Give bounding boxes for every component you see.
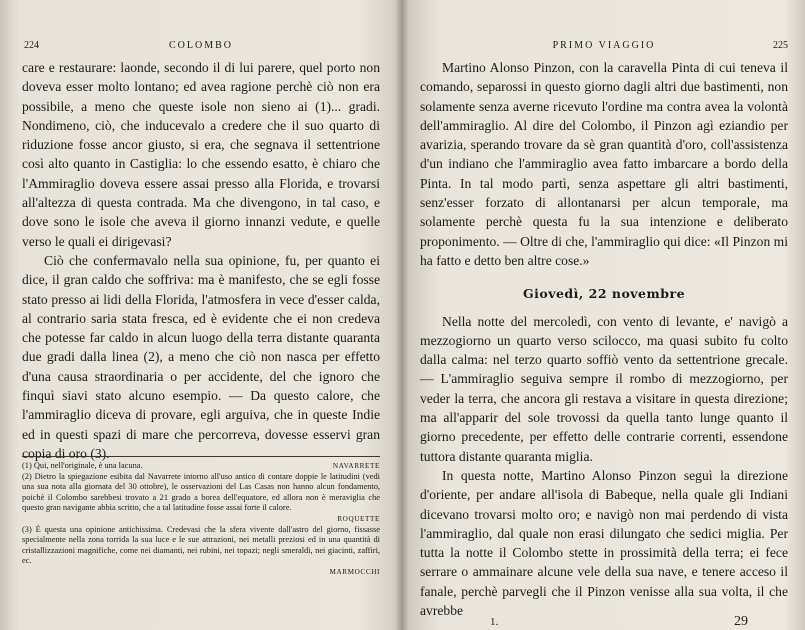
- right-paragraph-2: In questa notte, Martino Alonso Pinzon seguì la direzione d'oriente, per andare all'isola di Babeque, nella quale gli Indiani dicevano trovarsi molto oro; e navigò non mai perdendo di vista l'ammiraglio, dal quale non erasi dilungato che sedici miglia. Per tutta la notte il Colombo stette in prossimità della terra; ei fece serrare o ammainare alcune vele della sua nave, e tenere acceso il fanale, perchè parvegli che il Pinzon venisse alla sua volta, il che avrebbe: [420, 467, 788, 619]
- left-paragraph-2: Ciò che confermavalo nella sua opinione, fu, per quanto ei dice, il gran caldo che soffriva: ma è manifesto, che se egli fosse stato presso ai lidi della Florida, l'atmosfera in vece d'esser calda, al contrario saria stata fresca, ed è evidente che ei non credeva che potesse far caldo in alcun luogo della terra distante quaranta due gradi dalla linea (2), a meno che ciò non nasca per effetto d'una causa straordinaria o per accidente, del che ignoro che finquì siavi stato alcuno esempio. — Da questo calore, che l'ammiraglio diceva di provare, egli arguiva, che in queste Indie ed in questi spazi di mare che percorreva, dovesse esservi gran copia di oro (3).: [22, 252, 380, 461]
- left-page-number: 224: [24, 40, 39, 51]
- left-page: [22, 0, 380, 630]
- footnote-3-signature: MARMOCCHI: [329, 567, 380, 576]
- footnote-2: (2) Dietro la spiegazione esibita dal Navarrete intorno all'uso antico di contare doppie le latitudini (vedi una sua nota alla giornata del 30 ottobre), le osservazioni del Las Casas non hanno alcun fondamento, poichè il Colombo sarebbesi trovato a 21 grado a borea dell'equatore, ed allora non è meraviglia che questo gran navigante abbia scritto, che a tal latitudine fosse assai forte il calore.: [22, 471, 380, 513]
- section-heading: Giovedì, 22 novembre: [522, 286, 686, 302]
- left-running-head: [22, 40, 380, 54]
- left-footnotes: [22, 456, 380, 578]
- right-page: [420, 0, 788, 630]
- footnote-1-signature: NAVARRETE: [332, 462, 380, 470]
- gathering-number: 29: [734, 614, 748, 629]
- right-page-number: 225: [773, 40, 788, 51]
- right-body-text: [420, 58, 788, 620]
- footnote-2-signature: ROQUETTE: [337, 514, 380, 523]
- left-running-title: COLOMBO: [168, 40, 233, 51]
- signature-mark: 1.: [490, 616, 499, 628]
- right-running-head: [420, 40, 788, 54]
- right-page-bottom: [420, 616, 788, 630]
- right-paragraph-1: Nella notte del mercoledì, con vento di levante, e' navigò a mezzogiorno un quarto verso scilocco, ma quasi subito fu colto dalla calma: nel terzo quarto soffiò vento da settentrione grecale. — L'ammiraglio seguiva sempre il rombo di mezzogiorno, per veder la terra, che ancora gli restava a visitare in questa direzione; ma all'apparir del sole trovossi da quella tanto lunge quanto il giorno precedente, per effetto delle contrarie correnti, essendone tuttora distante quaranta miglia.: [420, 313, 788, 464]
- right-paragraph-top: Martino Alonso Pinzon, con la caravella Pinta di cui teneva il comando, separossi in questo giorno dagli altri due bastimenti, non solamente senza averne ricevuto l'ordine ma contra avea la volontà dell'ammiraglio. Al dire del Colombo, il Pinzon agì eziandio per avarizia, sperando trovare da sè gran quantità d'oro, coll'assistenza d'un indiano che l'ammiraglio avea fatto imbarcare a bordo della Pinta. In tal modo partì, senza aspettare gli altri bastimenti, senz'esser forzato di allontanarsi per alcun temporale, ma solamente perchè questa fu la sua intenzione e deliberato proponimento. — Oltre di che, l'ammiraglio qui dice: «Il Pinzon mi ha fatto e detto ben altre cose.»: [420, 60, 788, 268]
- right-running-title: PRIMO VIAGGIO: [552, 40, 656, 51]
- footnote-1: (1) Qui, nell'originale, è una lacuna. NAVARRETE: [22, 461, 380, 470]
- footnote-3: (3) È questa una opinione antichissima. Credevasi che la sfera vivente dall'astro del giorno, fissasse specialmente nella zona torrida la sua luce e le sue attrazioni, nei metalli preziosi ed in una quantità di cristallizzazioni magnifiche, come nei diamanti, nei rubini, nei topazi; negli smeraldi, nei giacinti, zaffiri, ec.: [22, 524, 380, 566]
- footnote-rule: [22, 456, 380, 457]
- left-paragraph-1: care e restaurare: laonde, secondo il di lui parere, quel porto non doveva esser molto lontano; ed avea ragione perchè ciò non era possibile, a meno che queste isole non sieno ai (1)... gradi. Nondimeno, ciò, che inducevalo a credere che il suo quarto di riduzione fosse ancor giusto, si era, che segnava il settentrione così alto quanto in Castiglia: lo che essendo esatto, è chiaro che l'Ammiraglio doveva essere assai presso alla Florida, e trovarsi all'altezza di questa contrada. Ma che divengono, in tal caso, e dove sono le isole che aveva il giorno innanzi vedute, e quelle verso le quali ei dirigevasi?: [22, 60, 380, 249]
- left-body-text: [22, 58, 380, 463]
